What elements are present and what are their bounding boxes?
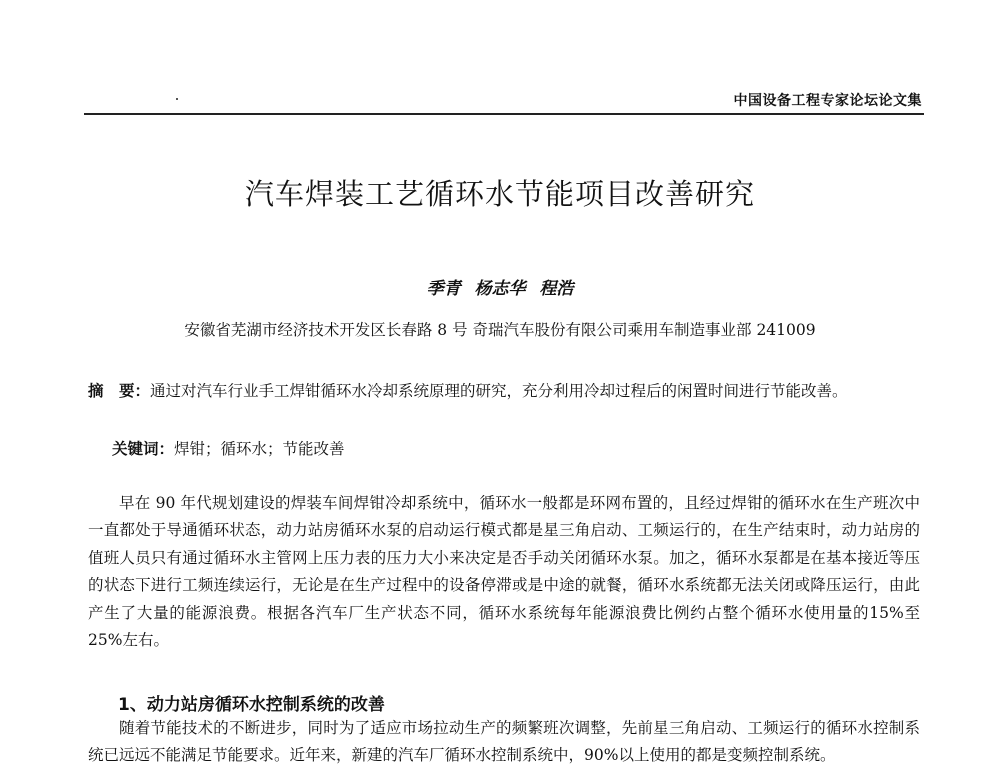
affiliation: 安徽省芜湖市经济技术开发区长春路 8 号 奇瑞汽车股份有限公司乘用车制造事业部 241009 bbox=[184, 321, 816, 339]
running-header: 中国设备工程专家论坛论文集 bbox=[733, 93, 922, 109]
abstract bbox=[88, 378, 920, 405]
keywords-text: 焊钳；循环水；节能改善 bbox=[174, 440, 345, 458]
intro-paragraph: 早在 90 年代规划建设的焊装车间焊钳冷却系统中，循环水一般都是环网布置的，且经过焊钳的循环水在生产班次中一直都处于导通循环状态，动力站房循环水泵的启动运行模式都是星三角启动、工频运行的，在生产结束时，动力站房的值班人员只有通过循环水主管网上压力表的压力大小来决定是否手动关闭循环水泵。加之，循环水泵都是在基本接近等压的状态下进行工频连续运行，无论是在生产过程中的设备停滞或是中途的就餐，循环水系统都无法关闭或降压运行，由此产生了大量的能源浪费。根据各汽车厂生产状态不同，循环水系统每年能源浪费比例约占整个循环水使用量的15%至 25%左右。 bbox=[88, 494, 920, 650]
scan-speck bbox=[176, 98, 178, 100]
paper-title: 汽车焊装工艺循环水节能项目改善研究 bbox=[244, 177, 755, 211]
keywords-label: 关键词： bbox=[112, 440, 175, 458]
keywords bbox=[112, 436, 920, 463]
abstract-label: 摘 要： bbox=[88, 382, 151, 400]
section-heading: 1、动力站房循环水控制系统的改善 bbox=[118, 695, 385, 715]
abstract-text: 通过对汽车行业手工焊钳循环水冷却系统原理的研究，充分利用冷却过程后的闲置时间进行节能改善。 bbox=[150, 382, 848, 400]
author-list: 季青 杨志华 程浩 bbox=[426, 279, 574, 299]
section-paragraph: 随着节能技术的不断进步，同时为了适应市场拉动生产的频繁班次调整，先前星三角启动、工频运行的循环水控制系统已远远不能满足节能要求。近年来，新建的汽车厂循环水控制系统中，90%以上使用的都是变频控制系统。 bbox=[88, 719, 920, 764]
header-rule bbox=[84, 113, 924, 115]
